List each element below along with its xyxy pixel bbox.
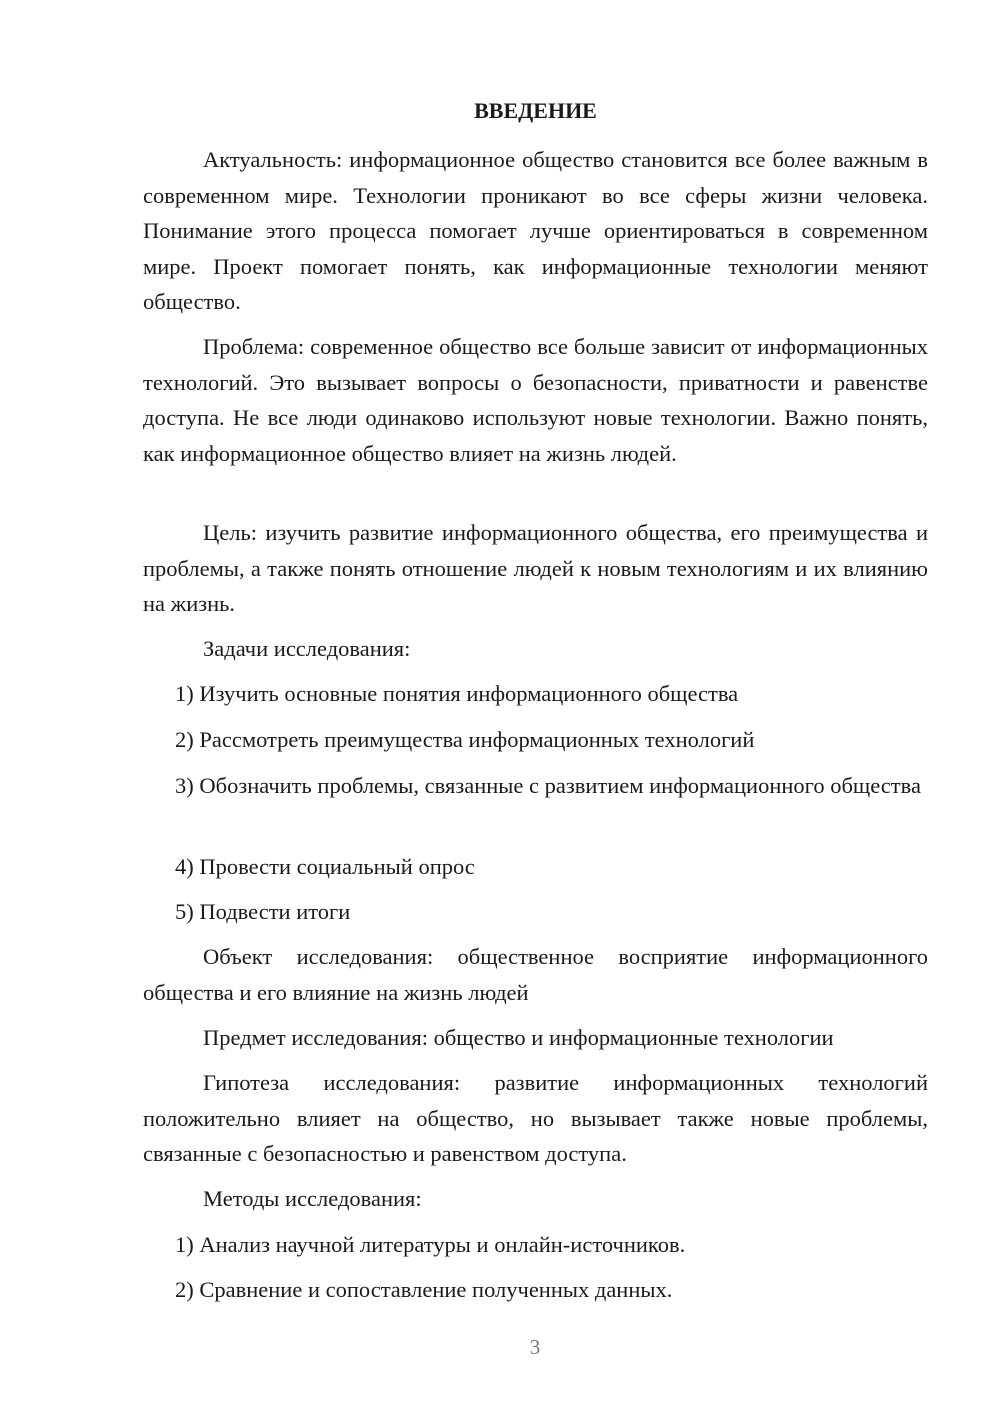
hypothesis-block [143, 1065, 928, 1172]
method-item-1 [143, 1227, 928, 1263]
task-item-4 [143, 849, 928, 885]
problem-block [143, 329, 928, 471]
methods-heading: Методы исследования: [203, 1186, 422, 1211]
tasks-heading-block [143, 631, 928, 667]
page-number: 3 [529, 1335, 541, 1359]
tasks-heading: Задачи исследования: [203, 636, 411, 661]
list-item: 2) Сравнение и сопоставление полученных данных. [175, 1277, 673, 1302]
relevance-paragraph: Актуальность: информационное общество становится все более важным в современном мире. Технологии проникают во все сферы жизни человека. Понимание этого процесса помогает лучше ориентироваться в современном мире. Проект помогает понять, как информационные технологии меняют общество. [143, 147, 928, 314]
task-item-2 [143, 722, 928, 758]
relevance-block [143, 142, 928, 320]
task-item-1 [143, 676, 928, 712]
list-item: 1) Анализ научной литературы и онлайн-источников. [175, 1232, 686, 1257]
object-block [143, 939, 928, 1010]
task-item-5 [143, 894, 928, 930]
list-item: 4) Провести социальный опрос [175, 854, 475, 879]
goal-block [143, 515, 928, 622]
method-item-2 [143, 1272, 928, 1308]
subject-block [143, 1020, 928, 1056]
list-item: 3) Обозначить проблемы, связанные с развитием информационного общества [175, 773, 921, 798]
page-title: ВВЕДЕНИЕ [474, 98, 597, 123]
task-item-3 [143, 768, 928, 804]
hypothesis-paragraph: Гипотеза исследования: развитие информационных технологий положительно влияет на общество, но вызывает также новые проблемы, связанные с безопасностью и равенством доступа. [143, 1070, 928, 1166]
object-paragraph: Объект исследования: общественное восприятие информационного общества и его влияние на жизнь людей [143, 944, 928, 1005]
list-item: 2) Рассмотреть преимущества информационных технологий [175, 727, 755, 752]
list-item: 1) Изучить основные понятия информационного общества [175, 681, 739, 706]
problem-paragraph: Проблема: современное общество все больше зависит от информационных технологий. Это вызывает вопросы о безопасности, приватности и равенстве доступа. Не все люди одинаково используют новые технологии. Важно понять, как информационное общество влияет на жизнь людей. [143, 334, 928, 466]
methods-heading-block [143, 1181, 928, 1217]
list-item: 5) Подвести итоги [175, 899, 351, 924]
goal-paragraph: Цель: изучить развитие информационного общества, его преимущества и проблемы, а также понять отношение людей к новым технологиям и их влиянию на жизнь. [143, 520, 928, 616]
subject-paragraph: Предмет исследования: общество и информационные технологии [203, 1025, 834, 1050]
